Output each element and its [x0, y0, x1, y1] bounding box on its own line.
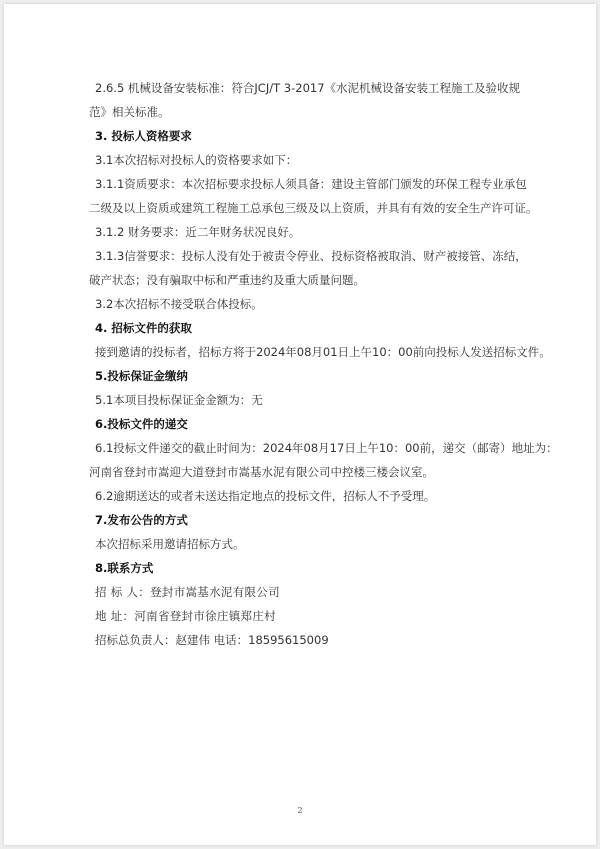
text-line: 破产状态；没有骗取中标和严重违约及重大质量问题。 — [89, 273, 365, 287]
text-line: 3.2本次招标不接受联合体投标。 — [95, 297, 263, 311]
section-heading: 5.投标保证金缴纳 — [95, 369, 188, 383]
section-heading: 7.发布公告的方式 — [95, 513, 188, 527]
text-line: 3.1.1资质要求：本次招标要求投标人须具备：建设主管部门颁发的环保工程专业承包 — [95, 177, 527, 191]
text-line: 2.6.5 机械设备安装标准：符合JCJ/T 3-2017《水泥机械设备安装工程施工及验收规 — [95, 81, 521, 95]
contact-tenderer: 招 标 人：登封市嵩基水泥有限公司 — [95, 585, 280, 599]
section-heading: 6.投标文件的递交 — [95, 417, 188, 431]
text-line: 本次招标采用邀请招标方式。 — [95, 537, 245, 551]
text-line: 5.1本项目投标保证金金额为：无 — [95, 393, 263, 407]
text-line: 二级及以上资质或建筑工程施工总承包三级及以上资质，并具有有效的安全生产许可证。 — [89, 201, 538, 215]
contact-address: 地 址：河南省登封市徐庄镇郑庄村 — [95, 609, 276, 623]
text-line: 3.1.2 财务要求：近二年财务状况良好。 — [95, 225, 301, 239]
text-line: 6.2逾期送达的或者未送达指定地点的投标文件，招标人不予受理。 — [95, 489, 436, 503]
page-number: 2 — [297, 806, 303, 815]
text-line: 6.1投标文件递交的截止时间为：2024年08月17日上午10：00前，递交（邮寄）地址为： — [95, 441, 558, 455]
text-line: 3.1.3信誉要求：投标人没有处于被责令停业、投标资格被取消、财产被接管、冻结， — [95, 249, 527, 263]
document-page — [4, 4, 596, 845]
text-line: 河南省登封市嵩迎大道登封市嵩基水泥有限公司中控楼三楼会议室。 — [89, 465, 434, 479]
text-line: 范》相关标准。 — [89, 105, 170, 119]
section-heading: 3. 投标人资格要求 — [95, 129, 192, 143]
text-line: 3.1本次招标对投标人的资格要求如下： — [95, 153, 298, 167]
text-line: 接到邀请的投标者，招标方将于2024年08月01日上午10：00前向投标人发送招标文件。 — [95, 345, 551, 359]
contact-person-phone: 招标总负责人：赵建伟 电话：18595615009 — [95, 633, 329, 647]
section-heading: 4. 招标文件的获取 — [95, 321, 192, 335]
section-heading: 8.联系方式 — [95, 561, 154, 575]
